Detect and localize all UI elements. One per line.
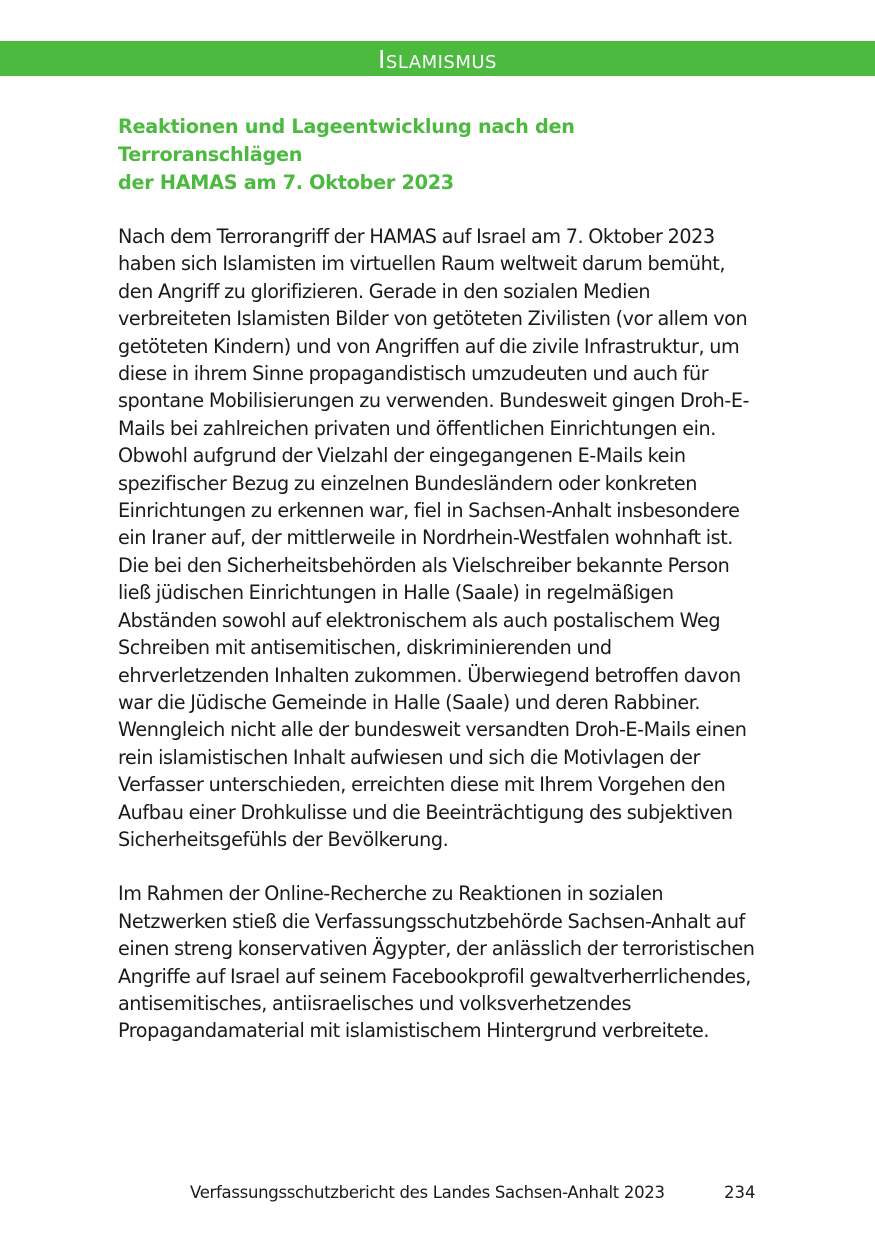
page-content [118,113,758,1045]
section-title: Islamismus [378,45,497,74]
page-footer [0,1181,875,1205]
body-paragraph-1: Nach dem Terrorangriff der HAMAS auf Israel am 7. Oktober 2023 haben sich Islamisten im virtuellen Raum weltweit darum bemüht, den Angriff zu glorifizieren. Gerade in den sozialen Medien verbreiteten Islamisten Bilder von getöteten Zivilisten (vor allem von getöteten Kindern) und von Angriffen auf die zivile Infrastruktur, um diese in ihrem Sinne propagandistisch umzudeuten und auch für spontane Mobilisierungen zu verwenden. Bundesweit gingen Droh-E-Mails bei zahlreichen privaten und öffentlichen Einrichtungen ein. Obwohl aufgrund der Vielzahl der eingegangenen E-Mails kein spezifischer Bezug zu einzelnen Bundesländern oder konkreten Einrichtungen zu erkennen war, fiel in Sachsen-Anhalt insbesondere ein Iraner auf, der mittlerweile in Nordrhein-Westfalen wohnhaft ist. Die bei den Sicherheitsbehörden als Vielschreiber bekannte Person ließ jüdischen Einrichtungen in Halle (Saale) in regelmäßigen Abständen sowohl auf elektronischem als auch postalischem Weg Schreiben mit antisemitischen, diskriminierenden und ehrverletzenden Inhalten zukommen. Überwiegend betroffen davon war die Jüdische Gemeinde in Halle (Saale) und deren Rabbiner. Wenngleich nicht alle der bundesweit versandten Droh-E-Mails einen rein islamistischen Inhalt aufwiesen und sich die Motivlagen der Verfasser unterschieden, erreichten diese mit Ihrem Vorgehen den Aufbau einer Drohkulisse und die Beeinträchtigung des subjektiven Sicherheitsgefühls der Bevölkerung. [118,225,750,851]
page-number: 234 [724,1183,756,1202]
article-heading-line-2: der HAMAS am 7. Oktober 2023 [118,171,454,194]
article-heading [118,113,758,197]
footer-publication-title: Verfassungsschutzbericht des Landes Sachsen-Anhalt 2023 [190,1183,665,1202]
body-paragraph-2: Im Rahmen der Online-Recherche zu Reaktionen in sozialen Netzwerken stieß die Verfassungsschutzbehörde Sachsen-Anhalt auf einen streng konservativen Ägypter, der anlässlich der terroristischen Angriffe auf Israel auf seinem Facebookprofil gewaltverherrlichendes, antisemitisches, antiisraelisches und volksverhetzendes Propagandamaterial mit islamistischem Hintergrund verbreitete. [118,882,755,1043]
section-header-band [0,41,875,76]
article-heading-line-1: Reaktionen und Lageentwicklung nach den Terroranschlägen [118,115,575,166]
